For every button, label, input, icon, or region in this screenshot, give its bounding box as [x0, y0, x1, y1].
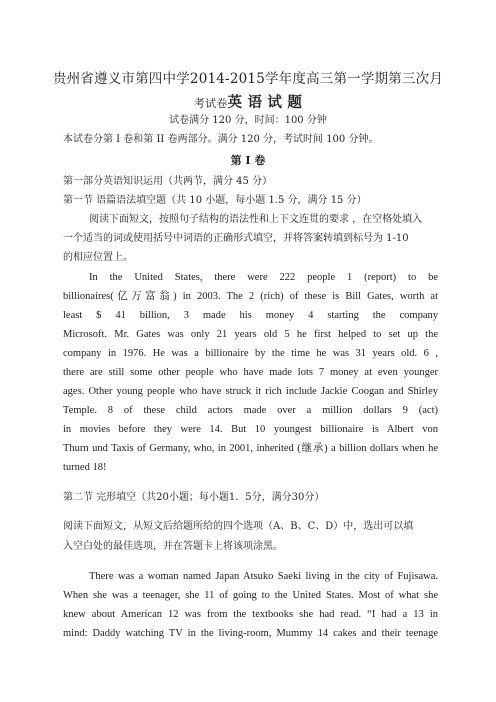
passage1-line: in movies before they were 14. But 10 youngest billionaire is Albert von [63, 424, 438, 435]
instructions-line: 本试卷分第 I 卷和第 II 卷两部分。满分 120 分，考试时间 100 分钟。 [63, 134, 379, 145]
passage1-line: billionaires(亿万富翁) in 2003. The 2 (rich) of these is Bill Gates, worth at [63, 291, 438, 302]
exam-title: 贵州省遵义市第四中学2014-2015学年度高三第一学期第三次月 [52, 71, 444, 87]
passage1-line: ages. Other young people who have struck it rich include Jackie Coogan and Shirley [63, 386, 438, 397]
passage2-line: knew about American 12 was from the textbooks she had read. “I had a 13 in [63, 609, 438, 620]
section2-instruction-line: 阅读下面短文，从短文后给题所给的四个选项（A、B、C、D）中，选出可以填 [63, 521, 414, 532]
section1-instruction-line: 阅读下面短文，按照句子结构的语法性和上下文连贯的要求 ，在空格处填入 [89, 214, 423, 225]
score-time-line: 试卷满分 120 分，时间：100 分钟 [169, 115, 327, 126]
section2-heading: 第二节 完形填空（共20小题；每小题1．5分，满分30分） [63, 492, 325, 503]
part1-heading: 第一部分英语知识运用（共两节，满分 45 分） [63, 176, 273, 187]
passage2-line: There was a woman named Japan Atsuko Saeki living in the city of Fujisawa. [89, 571, 438, 582]
subtitle-prefix: 考试卷 [193, 97, 228, 110]
subtitle-main: 英 语 试 题 [227, 94, 303, 111]
passage1-line: company in 1976. He was a billionaire by the time he was 31 years old. 6 , [63, 348, 438, 359]
passage1-line: there are still some other people who have made lots 7 money at even younger [63, 367, 438, 378]
section1-instruction-line: 的相应位置上。 [63, 252, 133, 263]
passage1-line: Temple. 8 of these child actors made over a million dollars 9 (act) [63, 405, 438, 416]
passage1-line: In the United States, there were 222 people 1 (report) to be [89, 272, 438, 283]
section1-heading: 第一节 语篇语法填空题（共 10 小题，每小题 1.5 分，满分 15 分） [63, 195, 367, 206]
passage1-line: Microsoft. Mr. Gates was only 21 years old 5 he first helped to set up the [63, 329, 438, 340]
passage2-line: When she was a teenager, she 11 of going to the United States. Most of what she [63, 590, 438, 601]
passage1-line: turned 18! [63, 462, 107, 473]
passage2-line: mind: Daddy watching TV in the living-room, Mummy 14 cakes and their teenage [63, 628, 438, 639]
passage1-line: least $ 41 billion, 3 made his money 4 starting the company [63, 310, 438, 321]
section1-instruction-line: 一个适当的词或使用括号中词语的正确形式填空，并将答案转填到标号为 1-10 [63, 233, 409, 244]
passage1-line: Thurn und Taxis of Germany, who, in 2001, inherited (继承) a billion dollars when he [63, 443, 438, 454]
exam-subtitle [0, 91, 496, 112]
section2-instruction-line: 入空白处的最佳选项，并在答题卡上将该项涂黑。 [63, 541, 283, 552]
volume-heading: 第 I 卷 [230, 154, 266, 167]
